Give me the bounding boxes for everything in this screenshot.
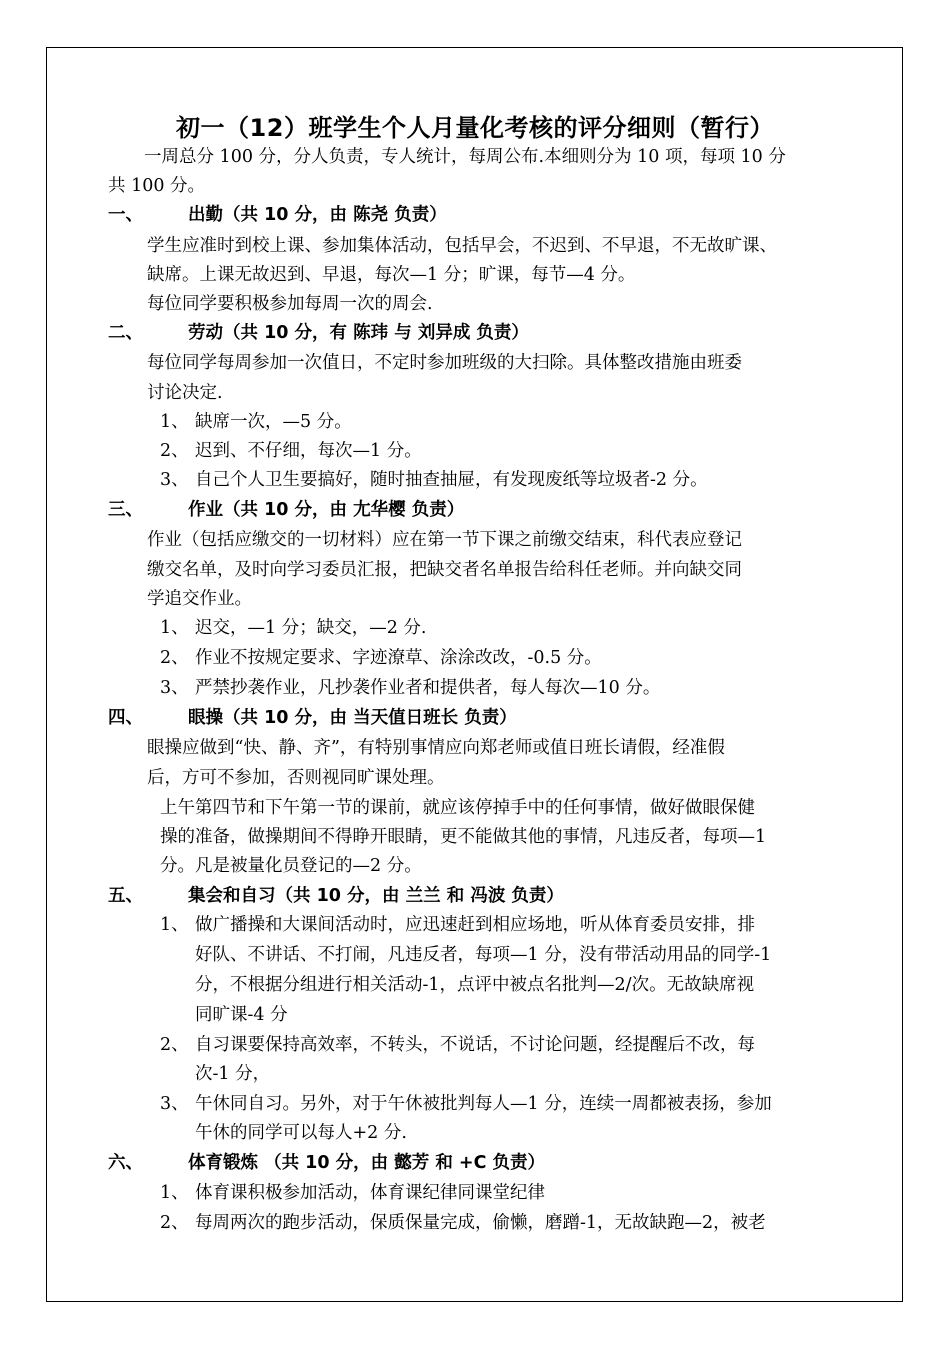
list-number: 1、 bbox=[160, 1183, 189, 1203]
intro-line-1: 一周总分 100 分，分人负责，专人统计，每周公布.本细则分为 10 项，每项 10 分 bbox=[144, 147, 786, 167]
list-item: 缺席一次，—5 分。 bbox=[195, 412, 352, 432]
paragraph-line: 眼操应做到“快、静、齐”，有特别事情应向郑老师或值日班长请假，经准假 bbox=[147, 738, 725, 758]
list-number: 3、 bbox=[160, 470, 189, 490]
section-title: 作业（共 10 分，由 尢华樱 负责） bbox=[188, 500, 465, 520]
list-item: 自习课要保持高效率，不转头，不说话，不讨论问题，经提醒后不改，每 bbox=[195, 1035, 755, 1055]
list-item-continuation: 次-1 分， bbox=[195, 1064, 271, 1084]
list-item: 午休同自习。另外，对于午休被批判每人—1 分，连续一周都被表扬，参加 bbox=[195, 1094, 772, 1114]
paragraph-line: 缴交名单，及时向学习委员汇报，把缺交者名单报告给科任老师。并向缺交同 bbox=[147, 560, 742, 580]
list-item-continuation: 分，不根据分组进行相关活动-1，点评中被点名批判—2/次。无故缺席视 bbox=[195, 975, 755, 995]
paragraph-line: 操的准备，做操期间不得睁开眼睛，更不能做其他的事情，凡违反者，每项—1 bbox=[160, 827, 767, 847]
section-number: 六、 bbox=[108, 1153, 143, 1173]
list-item: 作业不按规定要求、字迹潦草、涂涂改改，-0.5 分。 bbox=[195, 648, 602, 668]
list-item: 迟到、不仔细，每次—1 分。 bbox=[195, 441, 422, 461]
section-number: 一、 bbox=[108, 205, 143, 225]
section-title: 眼操（共 10 分，由 当天值日班长 负责） bbox=[188, 708, 517, 728]
list-number: 2、 bbox=[160, 1213, 189, 1233]
paragraph-line: 讨论决定. bbox=[147, 383, 223, 403]
section-title: 劳动（共 10 分，有 陈玮 与 刘异成 负责） bbox=[188, 323, 529, 343]
list-number: 3、 bbox=[160, 1094, 189, 1114]
paragraph-line: 分。凡是被量化员登记的—2 分。 bbox=[160, 856, 422, 876]
section-number: 五、 bbox=[108, 886, 143, 906]
list-item: 严禁抄袭作业，凡抄袭作业者和提供者，每人每次—10 分。 bbox=[195, 678, 661, 698]
list-item: 体育课积极参加活动，体育课纪律同课堂纪律 bbox=[195, 1183, 545, 1203]
paragraph-line: 作业（包括应缴交的一切材料）应在第一节下课之前缴交结束，科代表应登记 bbox=[147, 530, 742, 550]
intro-line-2: 共 100 分。 bbox=[108, 176, 206, 196]
list-number: 2、 bbox=[160, 648, 189, 668]
section-title: 体育锻炼 （共 10 分，由 懿芳 和 +C 负责） bbox=[188, 1153, 546, 1173]
list-item: 每周两次的跑步活动，保质保量完成，偷懒，磨蹭-1，无故缺跑—2，被老 bbox=[195, 1213, 766, 1233]
list-item: 迟交，—1 分；缺交，—2 分. bbox=[195, 618, 427, 638]
section-number: 二、 bbox=[108, 323, 143, 343]
list-number: 1、 bbox=[160, 915, 189, 935]
list-item-continuation: 午休的同学可以每人+2 分. bbox=[195, 1123, 407, 1143]
section-number: 四、 bbox=[108, 708, 143, 728]
paragraph-line: 缺席。上课无故迟到、早退，每次—1 分；旷课，每节—4 分。 bbox=[147, 265, 636, 285]
section-title: 出勤（共 10 分，由 陈尧 负责） bbox=[188, 205, 447, 225]
list-number: 1、 bbox=[160, 618, 189, 638]
list-item: 做广播操和大课间活动时，应迅速赶到相应场地，听从体育委员安排，排 bbox=[195, 915, 755, 935]
list-number: 2、 bbox=[160, 441, 189, 461]
paragraph-line: 每位同学每周参加一次值日，不定时参加班级的大扫除。具体整改措施由班委 bbox=[147, 353, 742, 373]
paragraph-line: 学生应准时到校上课、参加集体活动，包括早会，不迟到、不早退，不无故旷课、 bbox=[147, 236, 777, 256]
paragraph-line: 后，方可不参加，否则视同旷课处理。 bbox=[147, 768, 445, 788]
list-item-continuation: 同旷课-4 分 bbox=[195, 1005, 288, 1025]
section-number: 三、 bbox=[108, 500, 143, 520]
list-number: 1、 bbox=[160, 412, 189, 432]
paragraph-line: 上午第四节和下午第一节的课前，就应该停掉手中的任何事情，做好做眼保健 bbox=[160, 798, 755, 818]
list-item-continuation: 好队、不讲话、不打闹，凡违反者，每项—1 分，没有带活动用品的同学-1 bbox=[195, 945, 772, 965]
list-item: 自己个人卫生要搞好，随时抽查抽屉，有发现废纸等垃圾者-2 分。 bbox=[195, 470, 708, 490]
paragraph-line: 每位同学要积极参加每周一次的周会. bbox=[147, 294, 433, 314]
list-number: 3、 bbox=[160, 678, 189, 698]
document-title: 初一（12）班学生个人月量化考核的评分细则（暂行） bbox=[176, 114, 774, 142]
paragraph-line: 学追交作业。 bbox=[147, 589, 252, 609]
list-number: 2、 bbox=[160, 1035, 189, 1055]
section-title: 集会和自习（共 10 分，由 兰兰 和 冯波 负责） bbox=[188, 886, 564, 906]
